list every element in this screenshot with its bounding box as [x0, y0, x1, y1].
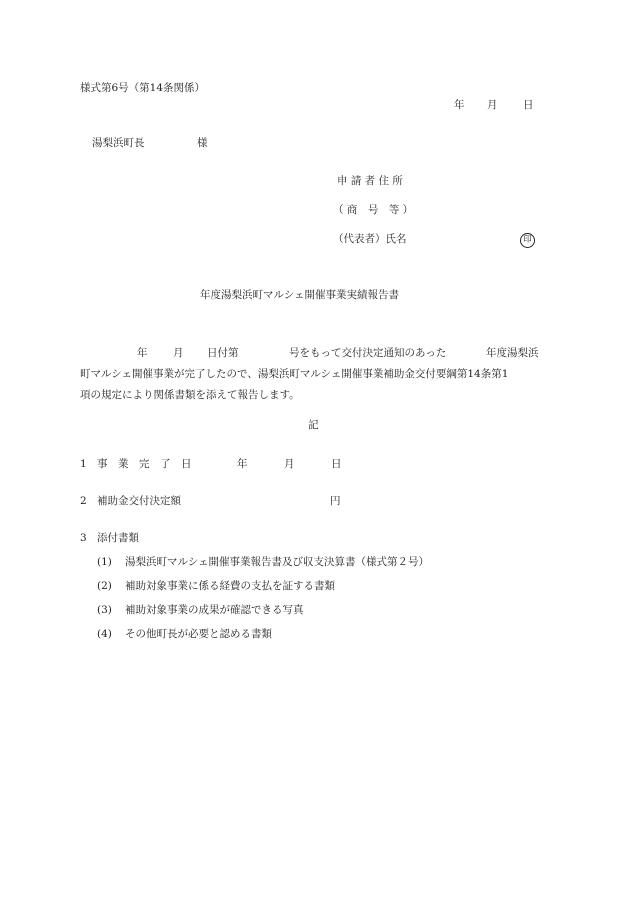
applicant-trade-name-label: （ 商 号 等 ） — [333, 204, 414, 216]
completion-month: 月 — [284, 458, 295, 470]
attachment-number: (1) — [97, 556, 112, 568]
item-label: 事 業 完 了 日 — [97, 458, 192, 470]
date-year: 年 — [454, 99, 465, 111]
applicant-name-label: （代表者）氏名 — [333, 233, 407, 245]
addressee-name: 湯梨浜町長 — [92, 137, 145, 149]
item-label: 添付書類 — [97, 532, 139, 544]
item-number: 3 — [80, 532, 87, 544]
body-line-3: 項の規定により関係書類を添えて報告します。 — [80, 389, 300, 401]
attachment-text: 補助対象事業の成果が確認できる写真 — [125, 604, 304, 616]
attachment-text: 補助対象事業に係る経費の支払を証する書類 — [125, 580, 335, 592]
attachment-number: (2) — [97, 580, 112, 592]
body-day-no: 日付第 — [207, 347, 239, 359]
seal-mark: 印 — [520, 233, 535, 248]
completion-year: 年 — [237, 458, 248, 470]
ki-heading: 記 — [308, 419, 319, 431]
completion-day: 日 — [331, 458, 342, 470]
date-day: 日 — [523, 99, 534, 111]
addressee-honorific: 様 — [197, 137, 208, 149]
attachment-number: (4) — [97, 628, 112, 640]
body-fiscal-year: 年度湯梨浜 — [486, 347, 539, 359]
item-label: 補助金交付決定額 — [97, 495, 181, 507]
form-number: 様式第6号（第14条関係） — [80, 82, 206, 94]
attachment-number: (3) — [97, 604, 112, 616]
item-number: 2 — [80, 495, 87, 507]
amount-unit: 円 — [330, 495, 341, 507]
body-line-2: 町マルシェ開催事業が完了したので、湯梨浜町マルシェ開催事業補助金交付要綱第14条第1 — [80, 368, 509, 380]
date-month: 月 — [487, 99, 498, 111]
body-year: 年 — [137, 347, 148, 359]
document-title: 年度湯梨浜町マルシェ開催事業実績報告書 — [200, 289, 400, 301]
attachment-text: 湯梨浜町マルシェ開催事業報告書及び収支決算書（様式第２号） — [125, 556, 430, 568]
attachment-text: その他町長が必要と認める書類 — [125, 628, 272, 640]
applicant-address-label: 申 請 者 住 所 — [337, 175, 403, 187]
body-month: 月 — [173, 347, 184, 359]
body-number-text: 号をもって交付決定通知のあった — [289, 347, 447, 359]
body-paragraph — [80, 343, 550, 406]
item-number: 1 — [80, 458, 87, 470]
